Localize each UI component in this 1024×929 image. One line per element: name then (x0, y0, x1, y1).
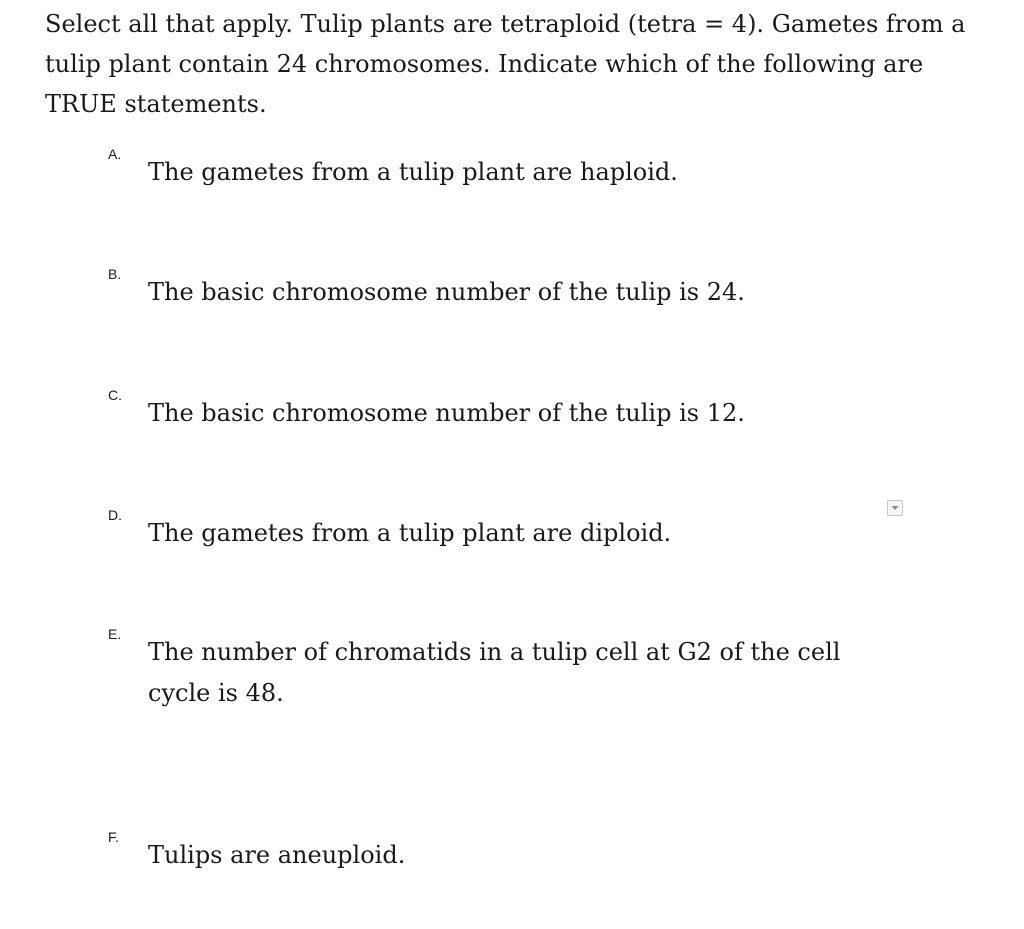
chevron-down-icon (890, 504, 900, 512)
option-letter: B. (108, 266, 122, 282)
option-letter: E. (108, 626, 122, 642)
option-letter: C. (108, 387, 122, 403)
option-text: The basic chromosome number of the tulip is 12. (148, 399, 745, 427)
option-letter: D. (108, 507, 122, 523)
option-letter: A. (108, 146, 122, 162)
option-letter: F. (108, 829, 119, 845)
question-prompt: Select all that apply. Tulip plants are tetraploid (tetra = 4). Gametes from a tulip plant contain 24 chromosomes. Indicate which of the following are TRUE statements. (45, 10, 966, 118)
option-text: The number of chromatids in a tulip cell at G2 of the cell cycle is 48. (148, 638, 841, 707)
option-text: The gametes from a tulip plant are haploid. (148, 158, 678, 186)
option-text: The gametes from a tulip plant are diploid. (148, 519, 672, 547)
dropdown-toggle-button[interactable] (887, 500, 903, 516)
option-text: Tulips are aneuploid. (148, 841, 406, 869)
option-text: The basic chromosome number of the tulip is 24. (148, 278, 745, 306)
